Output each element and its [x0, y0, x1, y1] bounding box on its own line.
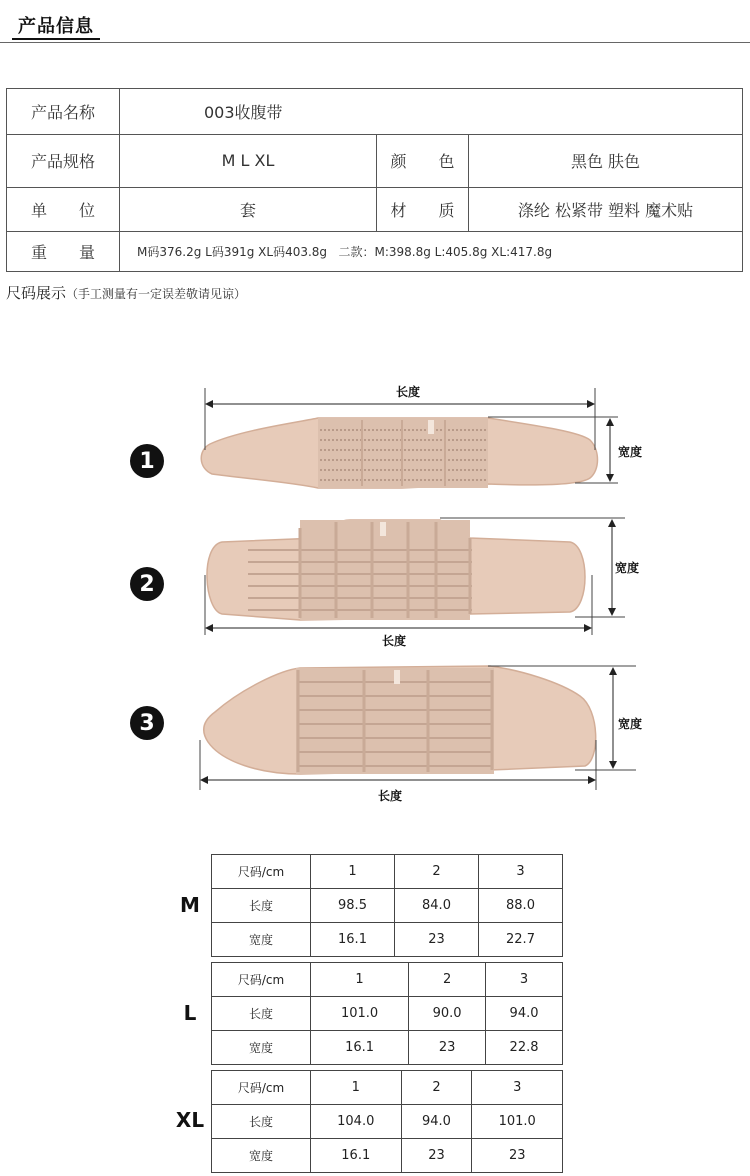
table-header-row [212, 855, 563, 889]
table-cell: 长度 [212, 997, 311, 1031]
belt-3-width-label: 宽度 [618, 717, 643, 731]
belt-size-diagram [0, 370, 750, 820]
table-cell: 94.0 [486, 997, 563, 1031]
section-title: 产品信息 [18, 16, 94, 37]
table-cell: 16.1 [311, 1139, 402, 1173]
size-label-l: L [183, 1001, 197, 1025]
label-material: 材 质 [390, 200, 455, 220]
table-row [212, 997, 563, 1031]
label-color: 颜 色 [390, 152, 455, 171]
table-cell: 90.0 [409, 997, 486, 1031]
size-heading-note: （手工测量有一定误差敬请见谅） [66, 287, 247, 301]
belt-2-length-label: 长度 [382, 634, 407, 648]
table-cell: 尺码/cm [212, 855, 311, 889]
size-table-m [211, 854, 563, 957]
table-row [212, 1105, 563, 1139]
table-cell: 16.1 [311, 1031, 409, 1065]
table-cell: 16.1 [311, 923, 395, 957]
table-cell: 101.0 [472, 1105, 563, 1139]
table-header-row [212, 963, 563, 997]
size-label-m: M [180, 893, 200, 917]
table-cell: 3 [479, 855, 563, 889]
product-info-table [6, 88, 743, 272]
table-cell: 尺码/cm [212, 1071, 311, 1105]
table-cell: 3 [486, 963, 563, 997]
table-cell: 94.0 [401, 1105, 472, 1139]
belt-1-length-label: 长度 [396, 385, 421, 399]
table-cell: 长度 [212, 889, 311, 923]
table-row [212, 923, 563, 957]
table-cell: 1 [311, 855, 395, 889]
size-table-l [211, 962, 563, 1065]
table-cell: 23 [401, 1139, 472, 1173]
table-cell: 23 [409, 1031, 486, 1065]
table-cell: 23 [395, 923, 479, 957]
belt-1-number-badge: 1 [130, 444, 164, 478]
table-row [212, 889, 563, 923]
belt-illustrations [0, 370, 750, 820]
belt-2-width-label: 宽度 [615, 561, 640, 575]
table-cell: 宽度 [212, 1139, 311, 1173]
belt-3-length-label: 长度 [378, 789, 403, 803]
label-spec: 产品规格 [30, 152, 95, 171]
size-heading-text: 尺码展示 [6, 284, 67, 302]
size-label-xl: XL [175, 1108, 205, 1132]
belt-3-number-badge: 3 [130, 706, 164, 740]
table-cell: 2 [409, 963, 486, 997]
size-table-xl [211, 1070, 563, 1173]
table-cell: 84.0 [395, 889, 479, 923]
table-cell: 2 [395, 855, 479, 889]
size-display-heading [6, 282, 246, 303]
belt-1-width-label: 宽度 [618, 445, 643, 459]
table-header-row [212, 1071, 563, 1105]
table-cell: 88.0 [479, 889, 563, 923]
table-cell: 104.0 [311, 1105, 402, 1139]
table-row [212, 1031, 563, 1065]
table-cell: 98.5 [311, 889, 395, 923]
table-cell: 23 [472, 1139, 563, 1173]
table-cell: 22.7 [479, 923, 563, 957]
value-weight: M码376.2g L码391g XL码403.8g 二款：M:398.8g L:405.8g XL:417.8g [137, 244, 553, 259]
label-unit: 单 位 [30, 200, 95, 220]
table-cell: 101.0 [311, 997, 409, 1031]
table-cell: 宽度 [212, 923, 311, 957]
table-cell: 2 [401, 1071, 472, 1105]
table-cell: 宽度 [212, 1031, 311, 1065]
belt-2-illustration [205, 518, 625, 635]
table-cell: 长度 [212, 1105, 311, 1139]
title-underline [12, 38, 100, 40]
value-material: 涤纶 松紧带 塑料 魔术贴 [517, 200, 694, 220]
label-weight: 重 量 [30, 242, 95, 262]
value-color: 黑色 肤色 [570, 152, 641, 171]
belt-2-number-badge: 2 [130, 567, 164, 601]
table-cell: 1 [311, 963, 409, 997]
belt-3-illustration [200, 666, 636, 790]
value-spec: M L XL [221, 151, 275, 170]
header-divider [0, 42, 750, 43]
belt-1-illustration [201, 388, 618, 488]
table-cell: 1 [311, 1071, 402, 1105]
label-product-name: 产品名称 [30, 103, 95, 122]
value-product-name: 003收腹带 [204, 103, 283, 122]
table-cell: 3 [472, 1071, 563, 1105]
table-row [212, 1139, 563, 1173]
table-cell: 22.8 [486, 1031, 563, 1065]
value-unit: 套 [239, 200, 256, 220]
table-cell: 尺码/cm [212, 963, 311, 997]
